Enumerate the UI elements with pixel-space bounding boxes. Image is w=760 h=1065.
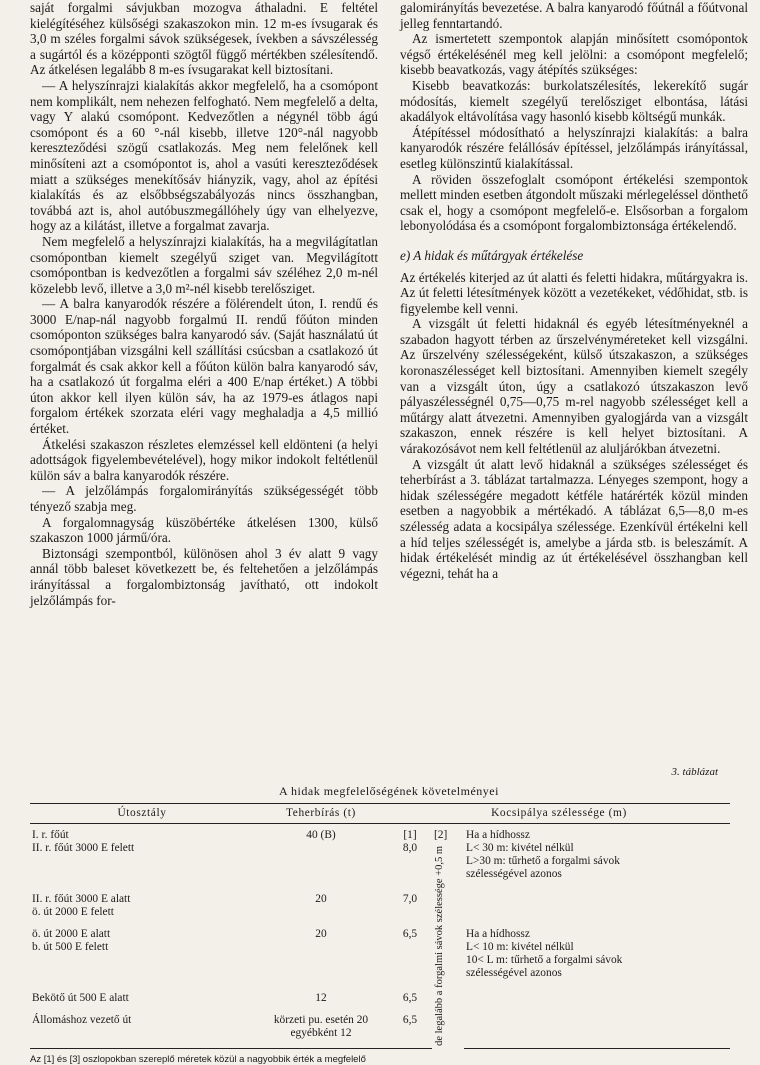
load-text: körzeti pu. esetén 20 bbox=[273, 1014, 369, 1027]
width-cell bbox=[388, 824, 432, 888]
header-load: Teherbírás (t) bbox=[254, 804, 388, 824]
condition-note-cell bbox=[464, 1009, 730, 1049]
paragraph: Kisebb beavatkozás: burkolatszélesítés, lekerekítő sugár módosítás, kiemelt szegélyű terelősziget elbontása, látási akadályok eltávolítása vagy hasonló kisebb költségű munkák. bbox=[400, 77, 748, 125]
condition-note-line: szélességével azonos bbox=[466, 868, 562, 880]
vertical-note-cell bbox=[432, 824, 464, 1049]
paragraph: — A balra kanyarodók részére a fölérendelt úton, I. rendű és 3000 E/nap-nál nagyobb forgalmú II. rendű főúton minden csomóponton szükséges balra kanyarodó sáv. (Saját használatú út csomópontjában vizsgálni kell szállítási csúcsban a csatlakozó út forgalmát és csak akkor kell a főúton külön balra kanyarodó sáv, ha a csatlakozó út forgalma eléri a 400 E/nap értéket.) A többi úton akkor kell ilyen külön sáv, ha az 1979-es átlagos napi forgalom értékek szorzata eléri vagy meghaladja a 4,5 millió értéket. bbox=[30, 296, 378, 437]
road-class-cell bbox=[30, 1009, 254, 1049]
road-class-cell bbox=[30, 824, 254, 888]
road-class-text: I. r. főút bbox=[32, 829, 69, 841]
width-value: 6,5 bbox=[402, 928, 418, 941]
road-class-cell bbox=[30, 888, 254, 924]
load-text: 20 bbox=[315, 892, 327, 905]
paragraph: saját forgalmi sávjukban mozogva áthaladni. E feltétel kielégítéséhez külsőségi szakaszokon min. 12 m-es ívsugarak és 3,0 m széles forgalmi sávok szükségesek, ívekben a sávszélesség a sugártól és a középponti szögtől függő mértékben szélesítendő. Az átkelésen legalább 8 m-es ívsugarakat kell biztosítani. bbox=[30, 0, 378, 78]
condition-note-cell bbox=[464, 824, 730, 888]
col-label-2: [2] bbox=[434, 829, 448, 841]
header-road-class: Útosztály bbox=[30, 804, 254, 824]
vertical-note: de legalább a forgalmi sávok szélessége +0,5 m bbox=[434, 846, 445, 1046]
road-class-text: ö. út 2000 E felett bbox=[32, 905, 114, 918]
table-footnote: Az [1] és [3] oszlopokban szereplő méretek közül a nagyobbik érték a megfelelő bbox=[30, 1054, 366, 1065]
width-cell bbox=[388, 923, 432, 986]
load-cell bbox=[254, 888, 388, 924]
width-value: 8,0 bbox=[402, 842, 418, 854]
paragraph: Az értékelés kiterjed az út alatti és feletti hidakra, műtárgyakra is. Az út feletti létesítmények között a vezetékeket, védőhidat, stb. is figyelembe kell venni. bbox=[400, 269, 748, 316]
paragraph: A vizsgált út alatt levő hidaknál a szükséges szélességet és teherbírást a 3. táblázat tartalmazza. Lényeges szempont, hogy a hidak szélességére megadott kétféle határérték közül minden esetben a nagyobbik a mértékadó. A táblázat 6,5—8,0 m-es szélesség adata a kocsipálya szélessége. Ezenkívül értékelni kell a híd teljes szélességét is, amelybe a járda stb. is beleszámít. A hidak értékelését mindig az út értékelésével összhangban kell végezni, tehát ha a bbox=[400, 456, 748, 581]
load-text: 20 bbox=[315, 928, 327, 941]
paragraph: A forgalomnagyság küszöbértéke átkelésen 1300, külső szakaszon 1000 jármű/óra. bbox=[30, 514, 378, 546]
load-cell bbox=[254, 987, 388, 1009]
table-row bbox=[30, 1009, 730, 1049]
text-columns bbox=[30, 0, 748, 762]
header-width: Kocsipálya szélessége (m) bbox=[388, 804, 730, 824]
road-class-text: b. út 500 E felett bbox=[32, 941, 109, 954]
condition-note-cell bbox=[464, 987, 730, 1009]
condition-note-line: L>30 m: tűrhető a forgalmi sávok bbox=[466, 855, 620, 867]
road-class-text: II. r. főút 3000 E alatt bbox=[32, 892, 131, 905]
table-row bbox=[30, 923, 730, 986]
width-value: 6,5 bbox=[402, 1014, 418, 1027]
width-value: 7,0 bbox=[402, 892, 418, 905]
load-text: egyébként 12 bbox=[290, 1027, 352, 1040]
paragraph: A röviden összefoglalt csomópont értékelési szempontok mellett minden esetben átgondolt műszaki mérlegeléssel dönthető csak el, hogy a csomópont megfelelő-e. Elsősorban a forgalom lebonyolódása és a csomópont forgalombiztonsága értékelendő. bbox=[400, 171, 748, 234]
width-cell bbox=[388, 888, 432, 924]
condition-note-line: L< 30 m: kivétel nélkül bbox=[466, 842, 574, 854]
section-heading: e) A hidak és műtárgyak értékelése bbox=[400, 247, 584, 263]
load-cell bbox=[254, 1009, 388, 1049]
paragraph: A vizsgált út feletti hidaknál és egyéb létesítményeknél a szabadon hagyott térben az űrszelvényméreteket kell vizsgálni. Az űrszelvény szélességeként, külső útszakaszon, a szükséges koronaszélességet kell biztosítani. Amennyiben kiemelt szegély van a vizsgált úton, úgy a csatlakozó útszakaszon levő pályaszélességnél 0,75—0,75 m-rel nagyobb szélességet kell a műtárgy alatt átvezetni. Amennyiben gyalogjárda van a vizsgált szakaszon, ennek részére is kell helyet biztosítani. A várakozósávot nem kell feltétlenül az aluljárókban átvezetni. bbox=[400, 316, 748, 457]
paragraph: Átkelési szakaszon részletes elemzéssel kell eldönteni (a helyi adottságok figyelembevételével), hogy mikor indokolt feltétlenül külön sáv a balra kanyarodók részére. bbox=[30, 436, 378, 483]
paragraph: Nem megfelelő a helyszínrajzi kialakítás, ha a megvilágítatlan csomópontban kiemelt szegélyű sziget van. Megvilágított csomópontban is kedvezőtlen a forgalmi sáv széléhez 2,0 m-nél közelebb levő, illetve a 3,0 m²-nél kisebb terelősziget. bbox=[30, 233, 378, 296]
table-row bbox=[30, 888, 730, 924]
table-title: A hidak megfelelőségének követelményei bbox=[279, 784, 499, 798]
road-class-cell bbox=[30, 923, 254, 986]
road-class-text: II. r. főút 3000 E felett bbox=[32, 842, 135, 854]
paragraph: Átépítéssel módosítható a helyszínrajzi kialakítás: a balra kanyarodók részére felállósáv építéssel, jelzőlámpás irányítással, esetleg különszintű kialakítással. bbox=[400, 124, 748, 171]
condition-note-line: 10< L m: tűrhető a forgalmi sávok bbox=[466, 954, 623, 967]
load-text: 12 bbox=[315, 991, 327, 1004]
col-label-1: [1] bbox=[403, 829, 417, 841]
condition-note-line: Ha a hídhossz bbox=[466, 928, 530, 941]
width-cell bbox=[388, 1009, 432, 1049]
road-class-text: Bekötő út 500 E alatt bbox=[32, 991, 129, 1004]
road-class-cell bbox=[30, 987, 254, 1009]
load-text: 40 (B) bbox=[306, 829, 336, 841]
width-cell bbox=[388, 987, 432, 1009]
table-row bbox=[30, 987, 730, 1009]
paragraph: — A jelzőlámpás forgalomirányítás szükségességét több tényező szabja meg. bbox=[30, 483, 378, 514]
load-cell bbox=[254, 824, 388, 888]
condition-note-line: szélességével azonos bbox=[466, 967, 562, 980]
load-cell bbox=[254, 923, 388, 986]
condition-note-cell bbox=[464, 888, 730, 924]
road-class-text: Állomáshoz vezető út bbox=[32, 1014, 132, 1027]
road-class-text: ö. út 2000 E alatt bbox=[32, 928, 111, 941]
paragraph: galomirányítás bevezetése. A balra kanyarodó főútnál a főútvonal jelleg fenntartandó. bbox=[400, 0, 748, 31]
table-body bbox=[30, 824, 730, 1049]
condition-note-line: L< 10 m: kivétel nélkül bbox=[466, 941, 574, 954]
table-row bbox=[30, 824, 730, 888]
bridge-requirements-table bbox=[30, 803, 730, 1049]
right-column bbox=[400, 0, 748, 762]
paragraph: — A helyszínrajzi kialakítás akkor megfelelő, ha a csomópont nem komplikált, nem nehezen felfogható. Nem megfelelő a delta, vagy Y alakú csomópont. Kedvezőtlen a négynél több ágú csomópont és a 60 °-nál kisebb, illetve 120°-nál nagyobb kereszteződési szögű csatlakozás. Meg nem felelőnek kell minősíteni azt a csomópontot is, ahol a vasúti kereszteződések miatt a szükséges menekítősáv hiányzik, vagy, ahol az építési kialakítás és az elsőbbségszabályozás nincs összhangban, továbbá azt is, ahol autóbuszmegállóhely úgy van elhelyezve, hogy az a kilátást, illetve a forgalmat zavarja. bbox=[30, 77, 378, 234]
left-column bbox=[30, 0, 378, 762]
table-number: 3. táblázat bbox=[671, 766, 718, 778]
condition-note-cell bbox=[464, 923, 730, 986]
condition-note-line: Ha a hídhossz bbox=[466, 829, 530, 841]
width-value: 6,5 bbox=[402, 991, 418, 1004]
paragraph: Biztonsági szempontból, különösen ahol 3 év alatt 9 vagy annál több baleset következett be, és feltehetően a jelzőlámpás irányítással a forgalombiztonság javítható, ott indokolt jelzőlámpás for- bbox=[30, 545, 378, 608]
paragraph: Az ismertetett szempontok alapján minősített csomópontok végső értékelésénél meg kell jelölni: a csomópont megfelelő; kisebb beavatkozás, vagy átépítés szükséges: bbox=[400, 31, 748, 78]
